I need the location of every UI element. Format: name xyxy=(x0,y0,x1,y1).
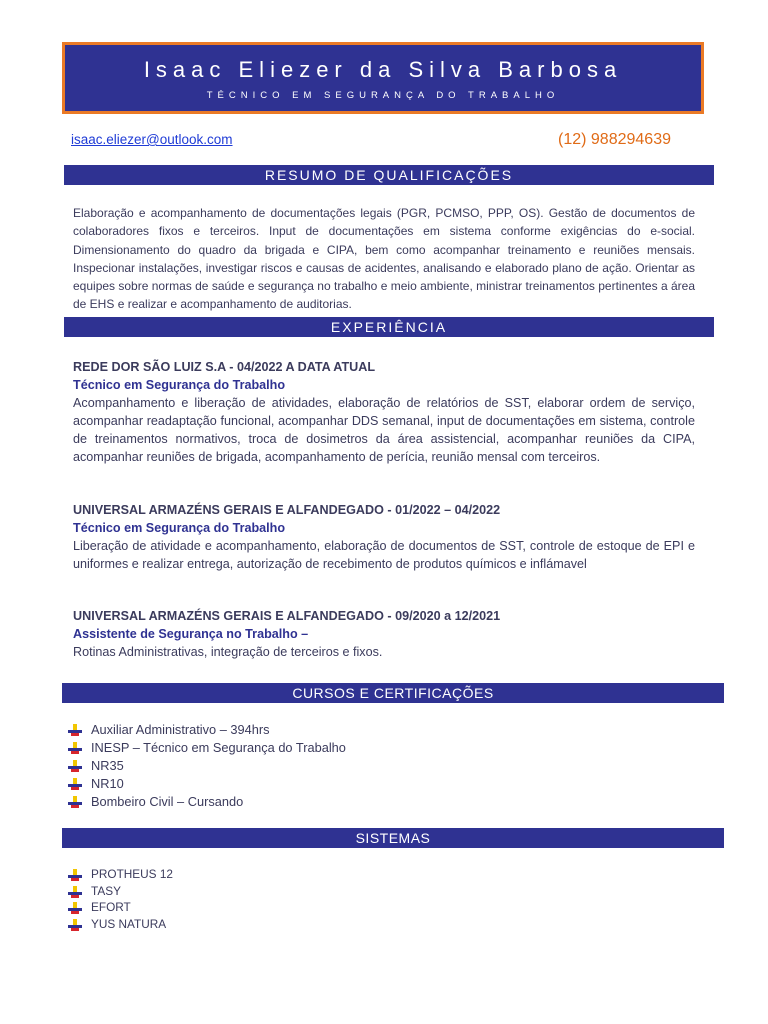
bullet-icon xyxy=(68,919,82,931)
courses-list xyxy=(68,721,346,811)
experience-company: UNIVERSAL ARMAZÉNS GERAIS E ALFANDEGADO - 09/2020 a 12/2021 xyxy=(73,609,501,623)
bullet-icon xyxy=(68,796,82,808)
experience-entry xyxy=(73,607,695,661)
email-link[interactable]: isaac.eliezer@outlook.com xyxy=(71,132,233,147)
experience-description: Acompanhamento e liberação de atividades, elaboração de relatórios de SST, elaborar ordem de serviço, acompanhar readaptação funcional, acompanhar DDS semanal, input de documentações em sistema, controle de treinamentos normativos, troca de dosimetros da área assistencial, acompanhar reuniões da CIPA, acompanhar reuniões de brigada, acompanhamento de perícia, reunião mensal com terceiros. xyxy=(73,396,695,464)
list-item xyxy=(68,883,173,900)
bullet-icon xyxy=(68,778,82,790)
courses-section-heading: CURSOS E CERTIFICAÇÕES xyxy=(62,683,724,703)
phone-number: (12) 988294639 xyxy=(558,131,671,148)
system-label: PROTHEUS 12 xyxy=(91,867,173,881)
system-label: YUS NATURA xyxy=(91,916,167,931)
experience-role: Técnico em Segurança do Trabalho xyxy=(73,521,286,535)
experience-role: Técnico em Segurança do Trabalho xyxy=(73,378,286,392)
experience-role: Assistente de Segurança no Trabalho – xyxy=(73,627,309,641)
systems-list xyxy=(68,866,173,932)
list-item xyxy=(68,757,346,775)
experience-section-heading: EXPERIÊNCIA xyxy=(64,317,714,337)
course-label: INESP – Técnico em Segurança do Trabalho xyxy=(91,740,346,755)
candidate-name: Isaac Eliezer da Silva Barbosa xyxy=(143,57,623,82)
bullet-icon xyxy=(68,760,82,772)
list-item xyxy=(68,721,346,739)
list-item xyxy=(68,739,346,757)
experience-entry xyxy=(73,358,695,466)
course-label: NR35 xyxy=(91,758,124,773)
summary-text: Elaboração e acompanhamento de documentações legais (PGR, PCMSO, PPP, OS). Gestão de documentos de colaboradores fixos e terceiros. Input de documentações em sistema conforme exigências do e-social. Dimensionamento do quadro da brigada e CIPA, bem como acompanhar treinamento e reuniões mensais. Inspecionar instalações, investigar riscos e causas de acidentes, analisando e elaborado plano de ação. Orientar as equipes sobre normas de saúde e segurança no trabalho e meio ambiente, ministrar treinamentos pertinentes a área de EHS e realizar e acompanhamento de auditorias. xyxy=(73,206,695,312)
experience-description: Liberação de atividade e acompanhamento, elaboração de documentos de SST, controle de estoque de EPI e uniformes e realizar entrega, autorização de recebimento de produtos químicos e inflámavel xyxy=(73,539,695,571)
system-label: TASY xyxy=(91,883,121,898)
list-item xyxy=(68,899,173,916)
list-item xyxy=(68,775,346,793)
experience-description: Rotinas Administrativas, integração de terceiros e fixos. xyxy=(73,645,383,659)
bullet-icon xyxy=(68,742,82,754)
resume-header xyxy=(62,42,704,114)
system-label: EFORT xyxy=(91,900,131,914)
bullet-icon xyxy=(68,869,82,881)
bullet-icon xyxy=(68,886,82,898)
experience-entry xyxy=(73,501,695,573)
bullet-icon xyxy=(68,902,82,914)
job-title: TÉCNICO EM SEGURANÇA DO TRABALHO xyxy=(206,90,560,101)
list-item xyxy=(68,916,173,933)
systems-section-heading: SISTEMAS xyxy=(62,828,724,848)
list-item xyxy=(68,866,173,883)
summary-section-heading: RESUMO DE QUALIFICAÇÕES xyxy=(64,165,714,185)
course-label: Auxiliar Administrativo – 394hrs xyxy=(91,722,270,737)
experience-company: REDE DOR SÃO LUIZ S.A - 04/2022 A DATA ATUAL xyxy=(73,360,376,374)
experience-company: UNIVERSAL ARMAZÉNS GERAIS E ALFANDEGADO - 01/2022 – 04/2022 xyxy=(73,503,501,517)
course-label: NR10 xyxy=(91,776,124,791)
course-label: Bombeiro Civil – Cursando xyxy=(91,794,244,809)
bullet-icon xyxy=(68,724,82,736)
list-item xyxy=(68,793,346,811)
